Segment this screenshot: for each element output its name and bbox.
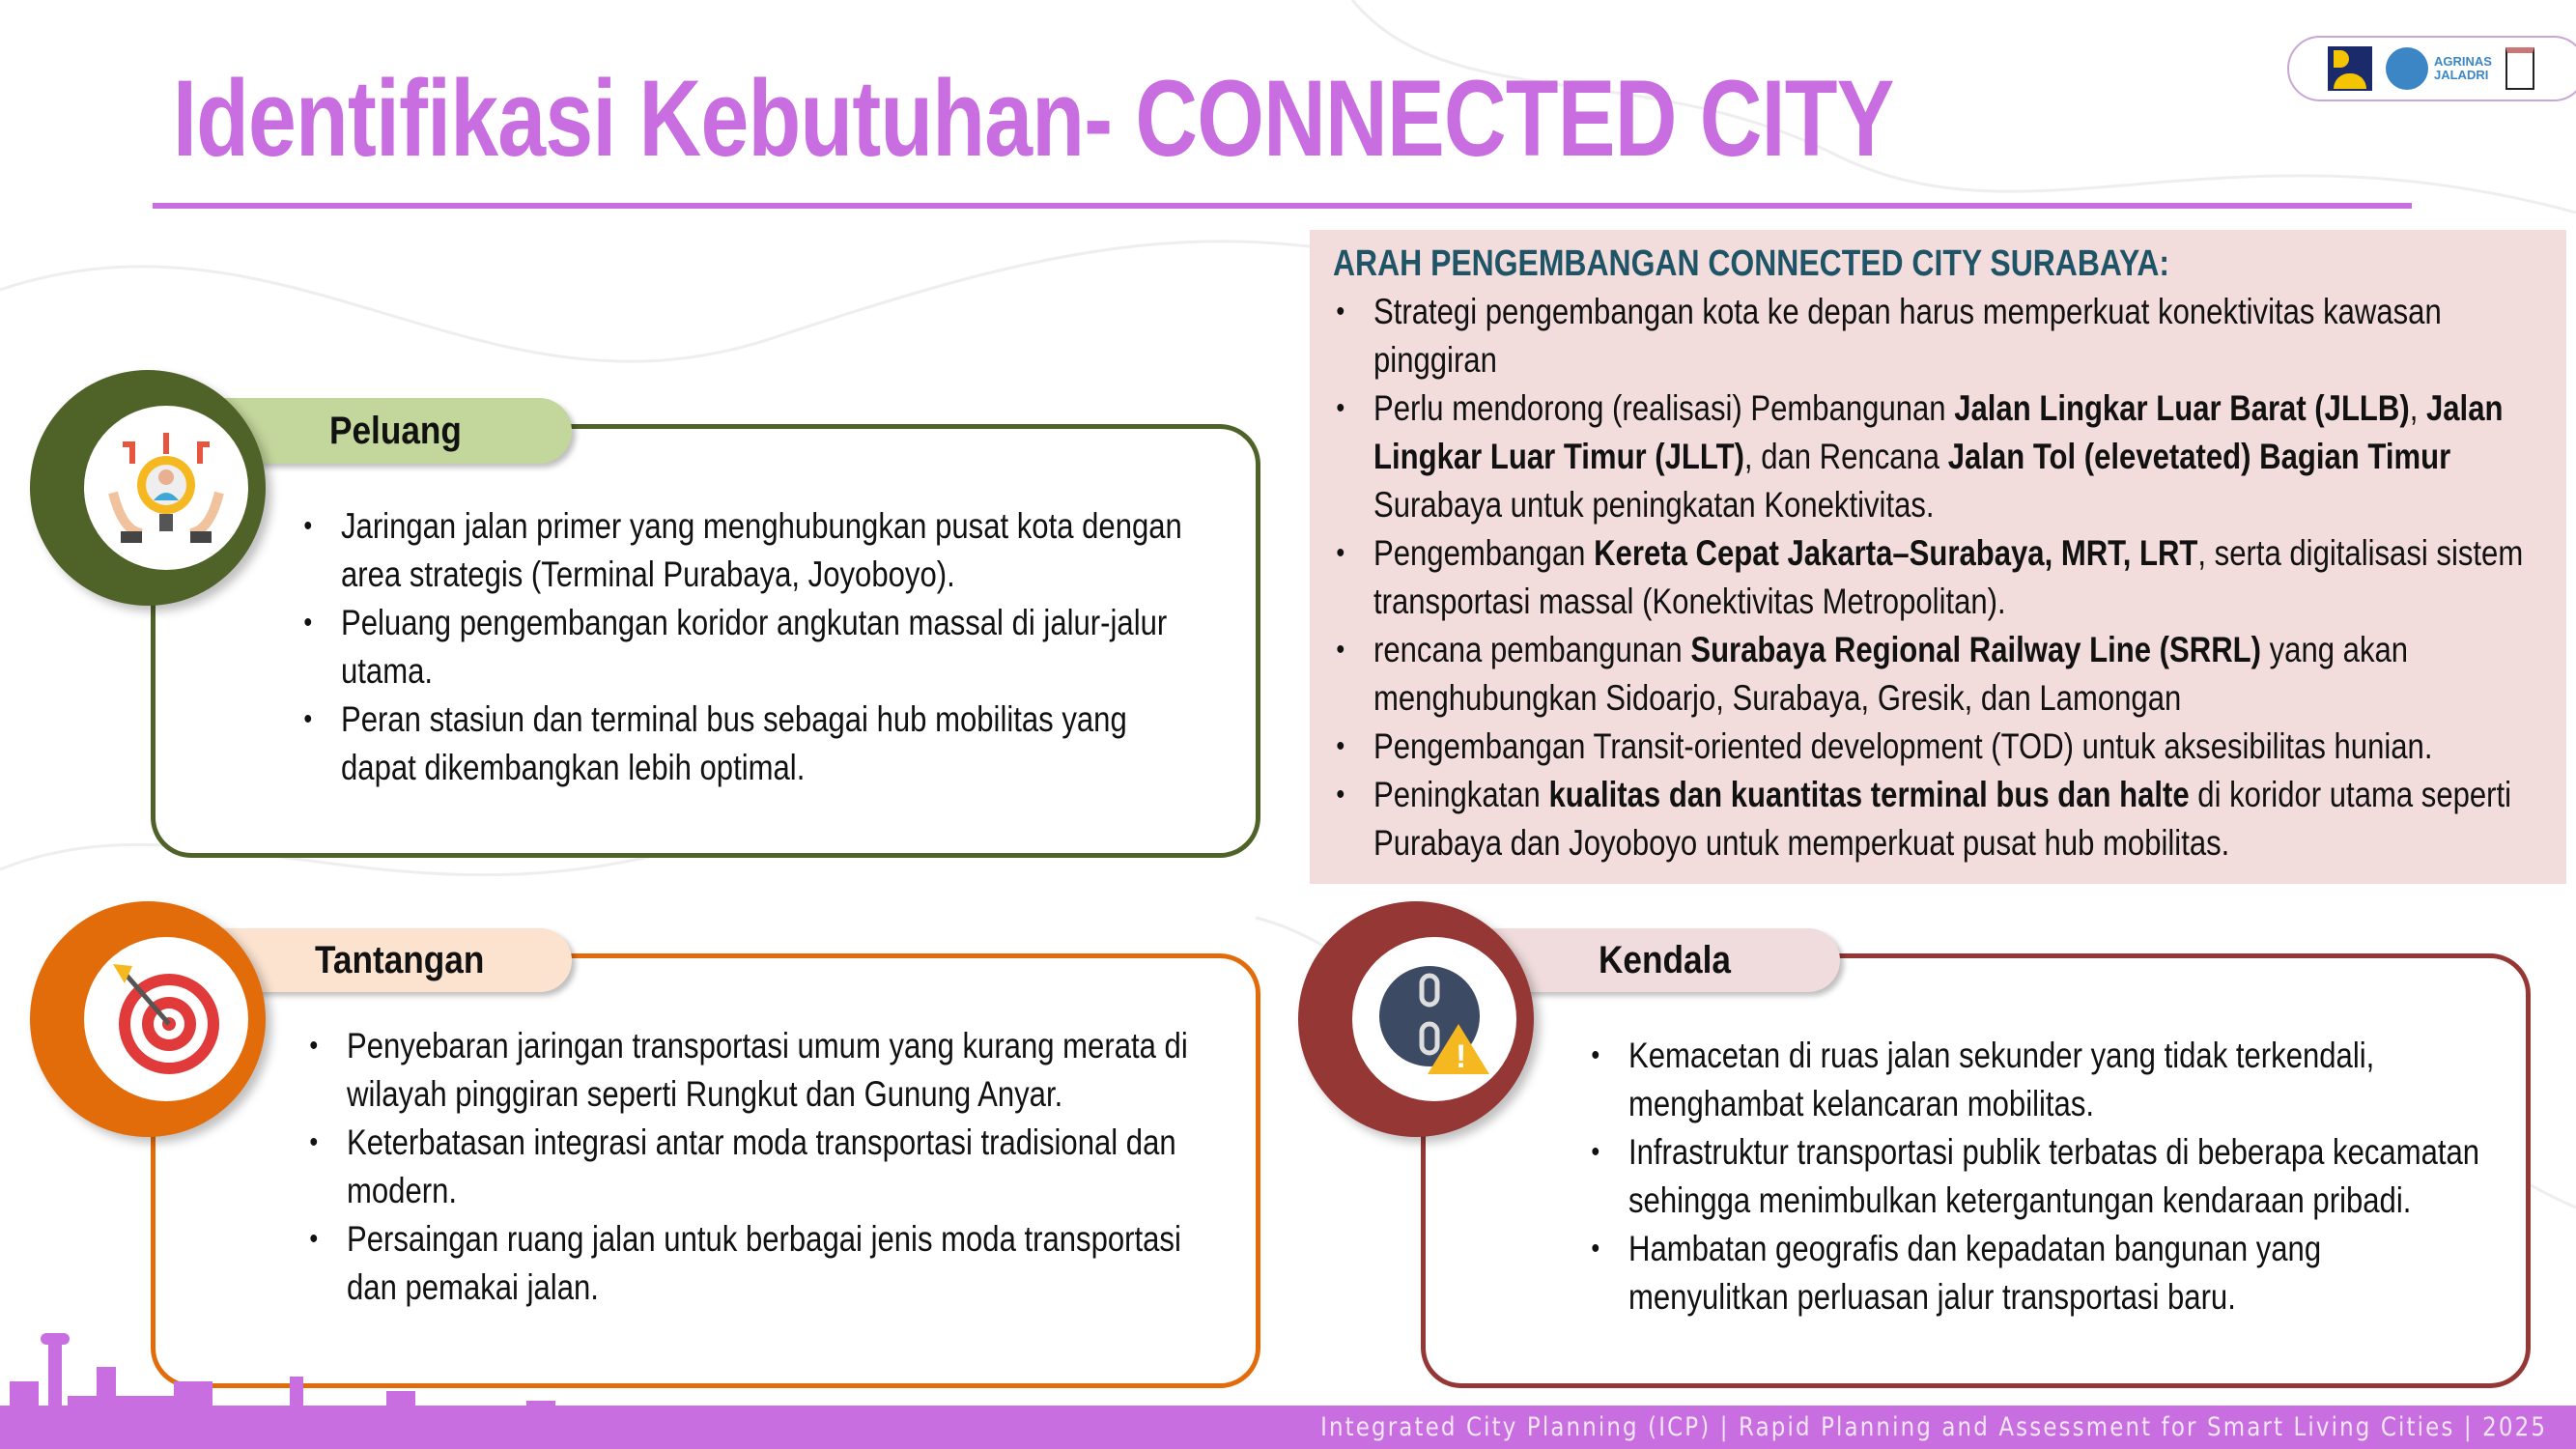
text: Keterbatasan integrasi antar moda transportasi tradisional dan modern. [347, 1122, 1176, 1210]
text: Perlu mendorong (realisasi) Pembangunan [1373, 388, 1955, 428]
agrinas-emblem-icon [2386, 47, 2428, 90]
arah-pengembangan-panel [1310, 230, 2566, 884]
text: , dan Rencana [1743, 437, 1948, 476]
peluang-list [300, 502, 1201, 792]
peluang-card [151, 424, 1260, 858]
broken-chain-warning-icon [1352, 937, 1516, 1101]
bold-text: Jalan Lingkar Luar Timur (JLLT) [1373, 388, 2504, 476]
bullet-item [1333, 529, 2566, 626]
peluang-circle [30, 370, 266, 606]
text: di koridor utama seperti Purabaya dan Joyoboyo untuk memperkuat pusat hub mobilitas. [1373, 775, 2512, 863]
agrinas-line1: AGRINAS [2434, 54, 2492, 69]
text: yang akan menghubungkan Sidoarjo, Surabaya, Gresik, dan Lamongan [1373, 630, 2409, 718]
text: , [2409, 388, 2426, 428]
text: Peluang pengembangan koridor angkutan massal di jalur-jalur utama. [341, 603, 1168, 691]
agrinas-line2: JALADRI [2434, 68, 2489, 82]
footer-text: Integrated City Planning (ICP) | Rapid Planning and Assessment for Smart Living Cities | 2025 [1320, 1412, 2547, 1442]
tantangan-list [306, 1022, 1199, 1312]
text: Surabaya untuk peningkatan Konektivitas. [1373, 485, 1935, 525]
text: rencana pembangunan [1373, 630, 1691, 669]
text: Pengembangan Transit-oriented development (TOD) untuk aksesibilitas hunian. [1373, 726, 2433, 766]
text: Persaingan ruang jalan untuk berbagai jenis moda transportasi dan pemakai jalan. [347, 1219, 1181, 1307]
text: Hambatan geografis dan kepadatan bangunan yang menyulitkan perluasan jalur transportasi baru. [1628, 1229, 2322, 1317]
kendala-card [1421, 953, 2531, 1388]
idea-hands-icon [84, 406, 248, 570]
its-logo [2505, 47, 2534, 90]
kendala-circle [1298, 901, 1534, 1137]
agrinas-logo [2386, 47, 2492, 90]
bold-text: kualitas dan kuantitas terminal bus dan halte [1548, 775, 2190, 814]
bullet-item [306, 1119, 1199, 1215]
tantangan-label [213, 928, 572, 992]
bullet-item [1333, 723, 2566, 771]
page-title: Identifikasi Kebutuhan- CONNECTED CITY [173, 58, 1894, 179]
peluang-label-text: Peluang [329, 409, 462, 452]
bullet-item [306, 1022, 1199, 1119]
footer-bar [0, 1406, 2576, 1449]
text: Pengembangan [1373, 533, 1595, 573]
bold-text: Jalan Lingkar Luar Barat (JLLB) [1954, 388, 2410, 428]
text: , serta digitalisasi sistem transportasi massal (Konektivitas Metropolitan). [1373, 533, 2524, 621]
text: Strategi pengembangan kota ke depan harus memperkuat konektivitas kawasan pinggiran [1373, 292, 2442, 380]
arah-heading: ARAH PENGEMBANGAN CONNECTED CITY SURABAYA: [1333, 243, 2170, 284]
tantangan-label-text: Tantangan [315, 938, 485, 981]
text: Jaringan jalan primer yang menghubungkan pusat kota dengan area strategis (Terminal Purabaya, Joyoboyo). [341, 506, 1182, 594]
peluang-label [213, 398, 572, 464]
bold-text: Jalan Tol (elevetated) Bagian Timur [1947, 437, 2451, 476]
text: Penyebaran jaringan transportasi umum yang kurang merata di wilayah pinggiran seperti Rungkut dan Gunung Anyar. [347, 1026, 1188, 1114]
kendala-list [1588, 1032, 2480, 1321]
pu-logo [2328, 46, 2372, 91]
bullet-item [1333, 626, 2566, 723]
bold-text: Surabaya Regional Railway Line (SRRL) [1690, 630, 2261, 669]
kendala-label [1479, 928, 1840, 992]
title-divider [153, 203, 2412, 209]
bullet-item [1333, 288, 2566, 384]
arah-list [1333, 288, 2566, 867]
bullet-item [1333, 384, 2566, 529]
bold-text: Kereta Cepat Jakarta–Surabaya, MRT, LRT [1594, 533, 2198, 573]
bullet-item [300, 696, 1201, 792]
bullet-item [1588, 1032, 2480, 1128]
text: Infrastruktur transportasi publik terbatas di beberapa kecamatan sehingga menimbulkan ketergantungan kendaraan pribadi. [1628, 1132, 2480, 1220]
logo-group [2287, 36, 2576, 101]
bullet-item [1333, 771, 2566, 867]
target-icon [84, 937, 248, 1101]
svg-text:!: ! [1456, 1038, 1467, 1075]
bullet-item [1588, 1128, 2480, 1225]
text: Peran stasiun dan terminal bus sebagai hub mobilitas yang dapat dikembangkan lebih optimal. [341, 699, 1127, 787]
tantangan-circle [30, 901, 266, 1137]
text: Peningkatan [1373, 775, 1549, 814]
text: Kemacetan di ruas jalan sekunder yang tidak terkendali, menghambat kelancaran mobilitas. [1628, 1036, 2375, 1123]
bullet-item [306, 1215, 1199, 1312]
kendala-label-text: Kendala [1599, 938, 1731, 981]
bullet-item [1588, 1225, 2480, 1321]
bullet-item [300, 502, 1201, 599]
bullet-item [300, 599, 1201, 696]
